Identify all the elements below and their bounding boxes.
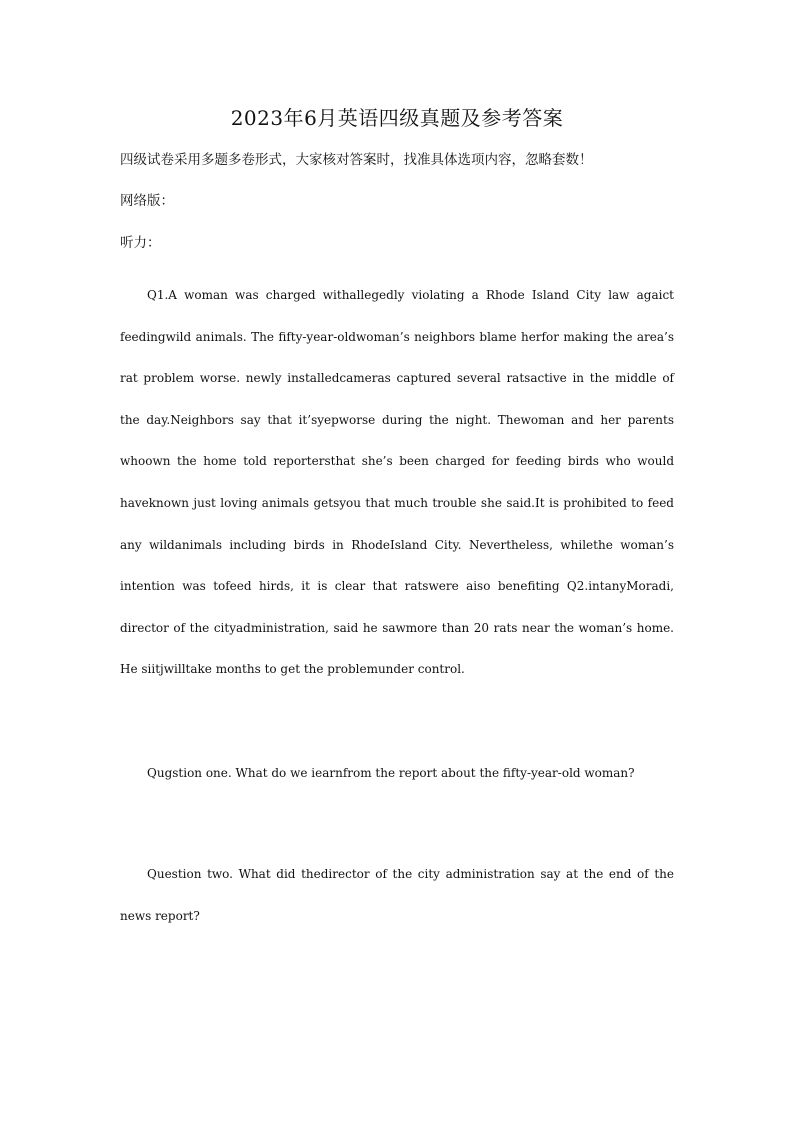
question-one-text: Qugstion one. What do we iearnfrom the report about the fifty-year-old woman? [147, 766, 635, 780]
version-label: 网络版： [120, 193, 174, 209]
exam-notice: 四级试卷采用多题多卷形式，大家核对答案时，找准具体选项内容，忽略套数！ [120, 152, 593, 168]
question-two-text: Question two. What did thedirector of the city administration say at the end of the news report? [120, 867, 674, 923]
listening-passage [120, 275, 674, 691]
passage-text: Q1.A woman was charged withallegedly violating a Rhode Island City law agaict feedingwild animals. The fifty-year-oldwoman’s neighbors blame herfor making the area’s rat problem worse. newly installedcameras captured several ratsactive in the middle of the day.Neighbors say that it’syepworse during the night. Thewoman and her parents whoown the home told reportersthat she’s been charged for feeding birds who would haveknown just loving animals getsyou that much trouble she said.It is prohibited to feed any wildanimals including birds in RhodeIsland City. Nevertheless, whilethe woman’s intention was tofeed hirds, it is clear that ratswere aiso benefiting Q2.intanyMoradi, director of the cityadministration, said he sawmore than 20 rats near the woman’s home. He siitjwilltake months to get the problemunder control. [120, 288, 674, 677]
question-one-block [120, 752, 674, 794]
question-two-block [120, 853, 674, 937]
document-title: 2023年6月英语四级真题及参考答案 [230, 106, 564, 130]
section-label: 听力： [120, 235, 161, 251]
